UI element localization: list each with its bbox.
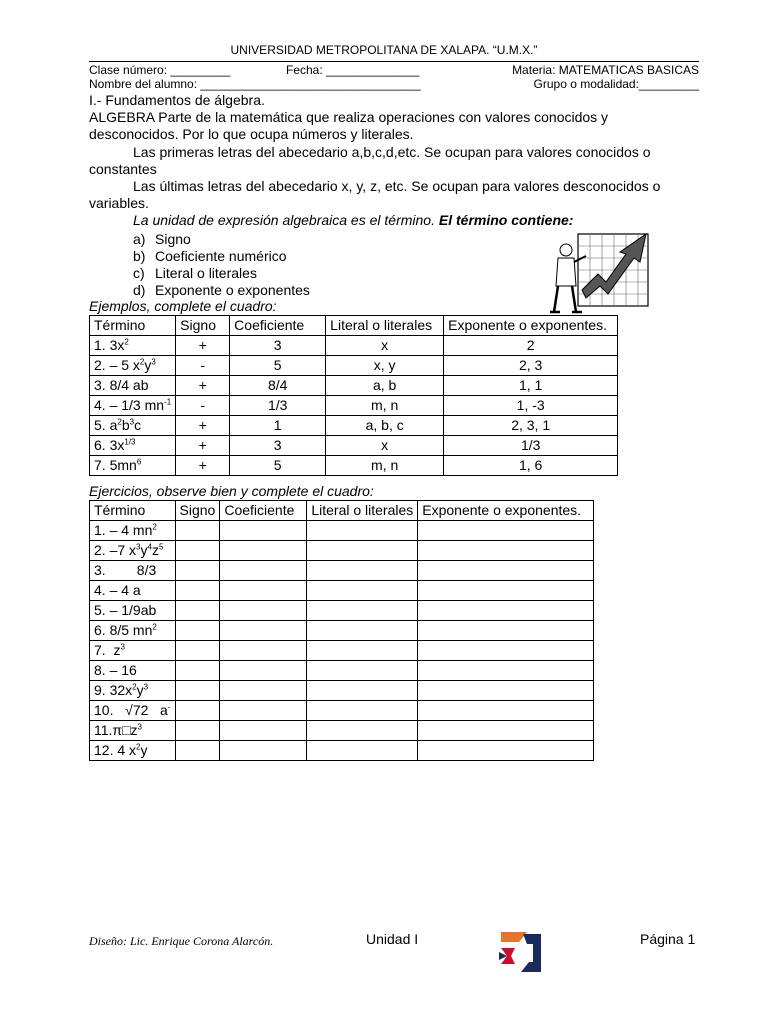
table-row xyxy=(90,581,594,601)
designer-signature: Diseño: Lic. Enrique Corona Alarcón. xyxy=(89,934,274,948)
table-row xyxy=(90,621,594,641)
term-cell: 4. – 1/3 $mn^{-1}$ xyxy=(90,396,176,416)
coef-input-cell[interactable] xyxy=(220,661,307,681)
header-rule xyxy=(89,61,699,62)
term-cell: 7. $5mn^6$ xyxy=(90,456,176,476)
coef-input-cell[interactable] xyxy=(220,561,307,581)
sign-input-cell[interactable] xyxy=(175,741,220,761)
coef-input-cell[interactable] xyxy=(220,741,307,761)
exponent-cell: 1, 6 xyxy=(444,456,618,476)
coef-input-cell[interactable] xyxy=(220,621,307,641)
exponent-cell: 1/3 xyxy=(444,436,618,456)
term-cell: 6. 8/5 $mn^2$ xyxy=(90,621,176,641)
coef-cell: 3 xyxy=(230,336,326,356)
exponent-input-cell[interactable] xyxy=(418,601,594,621)
term-contains: El término contiene: xyxy=(438,212,574,228)
sign-input-cell[interactable] xyxy=(175,561,220,581)
sign-cell: + xyxy=(176,336,230,356)
col-header: Coeficiente xyxy=(230,316,326,336)
exponent-input-cell[interactable] xyxy=(418,521,594,541)
coef-cell: 8/4 xyxy=(230,376,326,396)
table-row xyxy=(90,661,594,681)
table-row xyxy=(90,416,618,436)
col-header: Literal o literales xyxy=(307,501,418,521)
sign-cell: - xyxy=(176,356,230,376)
exponent-input-cell[interactable] xyxy=(418,621,594,641)
exponent-cell: 1, -3 xyxy=(444,396,618,416)
literal-input-cell[interactable] xyxy=(307,681,418,701)
examples-table xyxy=(89,315,618,476)
literal-input-cell[interactable] xyxy=(307,561,418,581)
list-item: c) Literal o literales xyxy=(133,265,257,281)
table-header-row xyxy=(90,316,618,336)
term-cell: 8. – 16 xyxy=(90,661,176,681)
exponent-input-cell[interactable] xyxy=(418,641,594,661)
coef-input-cell[interactable] xyxy=(220,601,307,621)
term-cell: 1. – 4 $mn^2$ xyxy=(90,521,176,541)
literal-cell: a, b, c xyxy=(326,416,444,436)
literal-input-cell[interactable] xyxy=(307,521,418,541)
exponent-cell: 1, 1 xyxy=(444,376,618,396)
list-item: b) Coeficiente numérico xyxy=(133,248,287,264)
term-cell: 3. 8/4 ab xyxy=(90,376,176,396)
term-cell: 9. $32x^2y^3$ xyxy=(90,681,176,701)
col-header: Término xyxy=(90,316,176,336)
table-row xyxy=(90,436,618,456)
term-cell: 12. 4 $x^2y$ xyxy=(90,741,176,761)
table-row xyxy=(90,396,618,416)
exercises-table xyxy=(89,500,594,761)
algebra-definition: ALGEBRA Parte de la matemática que realiza operaciones con valores conocidos y desconocidos. Por lo que ocupa números y literales. xyxy=(89,109,609,142)
coef-input-cell[interactable] xyxy=(220,541,307,561)
col-header: Coeficiente xyxy=(220,501,307,521)
materia-field: Materia: MATEMATICAS BASICAS xyxy=(512,63,699,77)
table-row xyxy=(90,601,594,621)
term-cell: 5. – 1/9ab xyxy=(90,601,176,621)
term-cell: 7. $z^3$ xyxy=(90,641,176,661)
literal-input-cell[interactable] xyxy=(307,641,418,661)
term-cell: 10. √72 a- xyxy=(90,701,176,721)
literal-cell: a, b xyxy=(326,376,444,396)
literal-input-cell[interactable] xyxy=(307,621,418,641)
term-cell: 2. – 5 $x^2y^3$ xyxy=(90,356,176,376)
last-letters-paragraph: Las últimas letras del abecedario x, y, z, etc. Se ocupan para valores desconocidos o variables. xyxy=(89,178,661,211)
table-row xyxy=(90,701,594,721)
coef-input-cell[interactable] xyxy=(220,701,307,721)
coef-input-cell[interactable] xyxy=(220,521,307,541)
sign-cell: + xyxy=(176,416,230,436)
term-components-list xyxy=(133,231,310,299)
sign-input-cell[interactable] xyxy=(175,641,220,661)
col-header: Exponente o exponentes. xyxy=(444,316,618,336)
sign-input-cell[interactable] xyxy=(175,581,220,601)
sign-input-cell[interactable] xyxy=(175,661,220,681)
exponent-input-cell[interactable] xyxy=(418,561,594,581)
exponent-input-cell[interactable] xyxy=(418,661,594,681)
literal-cell: m, n xyxy=(326,456,444,476)
first-letters-paragraph: Las primeras letras del abecedario a,b,c,d,etc. Se ocupan para valores conocidos o constantes xyxy=(89,144,651,177)
term-intro-line xyxy=(89,212,699,229)
exponent-input-cell[interactable] xyxy=(418,741,594,761)
coef-input-cell[interactable] xyxy=(220,581,307,601)
col-header: Exponente o exponentes. xyxy=(418,501,594,521)
coef-cell: 1/3 xyxy=(230,396,326,416)
table-row xyxy=(90,376,618,396)
clase-field: Clase número: _________ xyxy=(89,63,231,77)
literal-input-cell[interactable] xyxy=(307,541,418,561)
sign-input-cell[interactable] xyxy=(175,541,220,561)
sign-cell: + xyxy=(176,376,230,396)
exponent-cell: 2, 3 xyxy=(444,356,618,376)
nombre-field: Nombre del alumno: _________________________________ xyxy=(89,77,421,91)
table-row xyxy=(90,681,594,701)
table-row xyxy=(90,641,594,661)
sign-cell: + xyxy=(176,436,230,456)
exponent-input-cell[interactable] xyxy=(418,701,594,721)
term-intro: La unidad de expresión algebraica es el término. xyxy=(133,212,439,228)
table-row xyxy=(90,741,594,761)
col-header: Literal o literales xyxy=(326,316,444,336)
table-row xyxy=(90,521,594,541)
examples-caption: Ejemplos, complete el cuadro: xyxy=(89,298,277,314)
coef-input-cell[interactable] xyxy=(220,721,307,741)
literal-cell: x xyxy=(326,336,444,356)
section-title: I.- Fundamentos de álgebra. xyxy=(89,92,265,108)
exponent-input-cell[interactable] xyxy=(418,581,594,601)
literal-input-cell[interactable] xyxy=(307,741,418,761)
table-row xyxy=(90,336,618,356)
sign-input-cell[interactable] xyxy=(175,701,220,721)
sign-cell: + xyxy=(176,456,230,476)
unit-label: Unidad I xyxy=(366,931,419,947)
sign-input-cell[interactable] xyxy=(175,681,220,701)
term-cell: $11.\pi□z^3$ xyxy=(90,721,176,741)
table-row xyxy=(90,561,594,581)
literal-input-cell[interactable] xyxy=(307,701,418,721)
exponent-cell: 2, 3, 1 xyxy=(444,416,618,436)
grupo-field: Grupo o modalidad:_________ xyxy=(533,77,699,91)
term-cell: 6. $3x^{1/3}$ xyxy=(90,436,176,456)
sign-input-cell[interactable] xyxy=(175,721,220,741)
literal-cell: x, y xyxy=(326,356,444,376)
sign-input-cell[interactable] xyxy=(175,601,220,621)
literal-input-cell[interactable] xyxy=(307,721,418,741)
coef-cell: 3 xyxy=(230,436,326,456)
col-header: Signo xyxy=(175,501,220,521)
list-item: d) Exponente o exponentes xyxy=(133,282,310,298)
exponent-input-cell[interactable] xyxy=(418,681,594,701)
list-item: a) Signo xyxy=(133,231,191,247)
term-cell: 2. –7 $x^3y^4z^5$ xyxy=(90,541,176,561)
term-cell: 4. – 4 a xyxy=(90,581,176,601)
table-row xyxy=(90,721,594,741)
coef-cell: 5 xyxy=(230,356,326,376)
sign-cell: - xyxy=(176,396,230,416)
coef-input-cell[interactable] xyxy=(220,641,307,661)
table-header-row xyxy=(90,501,594,521)
term-cell: 3. 8/3 xyxy=(90,561,176,581)
literal-input-cell[interactable] xyxy=(307,661,418,681)
col-header: Signo xyxy=(176,316,230,336)
page-number: Página 1 xyxy=(640,931,696,947)
literal-input-cell[interactable] xyxy=(307,601,418,621)
coef-cell: 1 xyxy=(230,416,326,436)
table-row xyxy=(90,456,618,476)
coef-cell: 5 xyxy=(230,456,326,476)
exponent-input-cell[interactable] xyxy=(418,541,594,561)
table-row xyxy=(90,541,594,561)
umx-logo xyxy=(497,928,543,974)
exponent-input-cell[interactable] xyxy=(418,721,594,741)
col-header: Término xyxy=(90,501,176,521)
sign-input-cell[interactable] xyxy=(175,621,220,641)
university-title: UNIVERSIDAD METROPOLITANA DE XALAPA. “U.M.X.” xyxy=(230,43,538,57)
table-row xyxy=(90,356,618,376)
literal-input-cell[interactable] xyxy=(307,581,418,601)
term-cell: 1. $3x^2$ xyxy=(90,336,176,356)
fecha-field: Fecha: ______________ xyxy=(286,63,420,77)
coef-input-cell[interactable] xyxy=(220,681,307,701)
sign-input-cell[interactable] xyxy=(175,521,220,541)
literal-cell: m, n xyxy=(326,396,444,416)
literal-cell: x xyxy=(326,436,444,456)
exponent-cell: 2 xyxy=(444,336,618,356)
term-cell: 5. $a^2b^3c$ xyxy=(90,416,176,436)
exercises-caption: Ejercicios, observe bien y complete el cuadro: xyxy=(89,483,374,499)
